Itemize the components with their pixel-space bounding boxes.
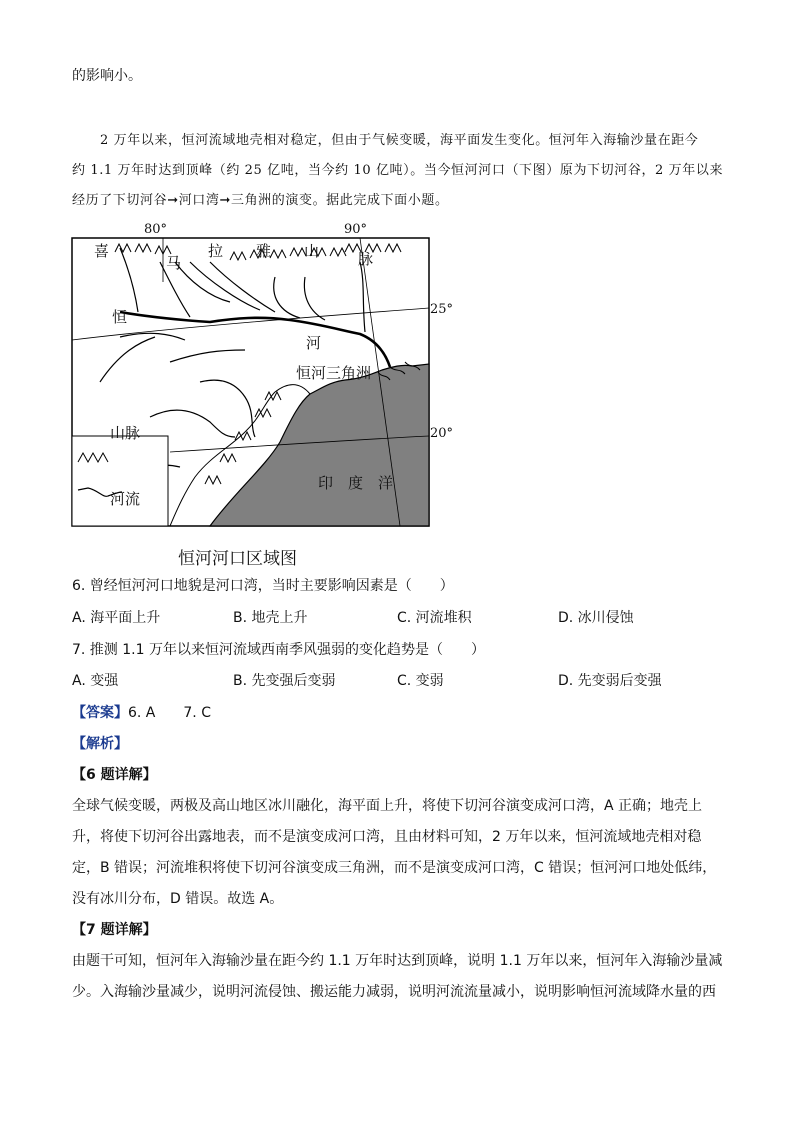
legend-mountain-label: 山脉 — [110, 424, 141, 442]
d6-line-4: 没有冰川分布，D 错误。故选 A。 — [72, 891, 284, 907]
lat-25-label: 25° — [430, 302, 454, 317]
lon-90-label: 90° — [344, 222, 368, 237]
passage-line-1: 2 万年以来，恒河流域地壳相对稳定，但由于气候变暖，海平面发生变化。恒河年入海输沙量在距今 — [100, 133, 699, 148]
mountain-char-1: 喜 — [94, 242, 110, 260]
d7-line-1: 由题干可知，恒河年入海输沙量在距今约 1.1 万年时达到顶峰，说明 1.1 万年以来，恒河年入海输沙量减 — [72, 953, 723, 969]
continuation-line: 的影响小。 — [72, 68, 142, 84]
answer-tag: 【答案】 — [72, 705, 128, 721]
mountain-char-2: 马 — [166, 254, 182, 272]
d6-line-3: 定，B 错误；河流堆积将使下切河谷演变成三角洲，而不是演变成河口湾，C 错误；恒河河口地处低纬， — [72, 860, 717, 876]
lat-20-label: 20° — [430, 426, 454, 441]
ocean-label: 印 度 洋 — [318, 474, 394, 492]
passage-line-3: 经历了下切河谷➞河口湾➞三角洲的演变。据此完成下面小题。 — [72, 193, 449, 208]
d7-title: 【7 题详解】 — [72, 922, 157, 938]
q6-option-b: B. 地壳上升 — [233, 610, 308, 626]
mountain-char-4: 雅 — [256, 242, 272, 260]
legend-box — [72, 436, 168, 526]
lon-80-label: 80° — [144, 222, 168, 237]
q7-option-c: C. 变弱 — [397, 673, 444, 689]
mountain-char-5: 山 — [304, 242, 320, 260]
delta-label: 恒河三角洲 — [296, 364, 372, 382]
q7-option-d: D. 先变弱后变强 — [558, 673, 662, 689]
q6-option-c: C. 河流堆积 — [397, 610, 472, 626]
d6-line-2: 升，将使下切河谷出露地表，而不是演变成河口湾，且由材料可知，2 万年以来，恒河流域地壳相对稳 — [72, 829, 702, 845]
river-char-2: 河 — [306, 334, 322, 352]
analysis-tag: 【解析】 — [72, 736, 128, 752]
q6-option-d: D. 冰川侵蚀 — [558, 610, 634, 626]
q7-option-b: B. 先变强后变弱 — [233, 673, 336, 689]
d6-line-1: 全球气候变暖，两极及高山地区冰川融化，海平面上升，将使下切河谷演变成河口湾，A 正确；地壳上 — [72, 798, 703, 814]
ganges-estuary-map — [60, 222, 460, 534]
q7-stem: 7. 推测 1.1 万年以来恒河流域西南季风强弱的变化趋势是（ ） — [72, 642, 485, 658]
d7-line-2: 少。入海输沙量减少，说明河流侵蚀、搬运能力减弱，说明河流流量减小，说明影响恒河流域降水量的西 — [72, 984, 716, 1000]
passage-line-2: 约 1.1 万年时达到顶峰（约 25 亿吨，当今约 10 亿吨）。当今恒河河口（下图）原为下切河谷，2 万年以来 — [72, 163, 724, 178]
d6-title: 【6 题详解】 — [72, 767, 157, 783]
river-char-1: 恒 — [112, 308, 128, 326]
mountain-char-3: 拉 — [208, 242, 224, 260]
answer-text: 6. A 7. C — [128, 705, 211, 721]
q6-option-a: A. 海平面上升 — [72, 610, 161, 626]
map-caption: 恒河河口区域图 — [178, 549, 297, 569]
q7-option-a: A. 变强 — [72, 673, 119, 689]
q6-stem: 6. 曾经恒河河口地貌是河口湾，当时主要影响因素是（ ） — [72, 578, 454, 594]
legend-river-label: 河流 — [110, 490, 141, 508]
mountain-char-6: 脉 — [358, 250, 374, 268]
answer-line — [72, 703, 211, 723]
